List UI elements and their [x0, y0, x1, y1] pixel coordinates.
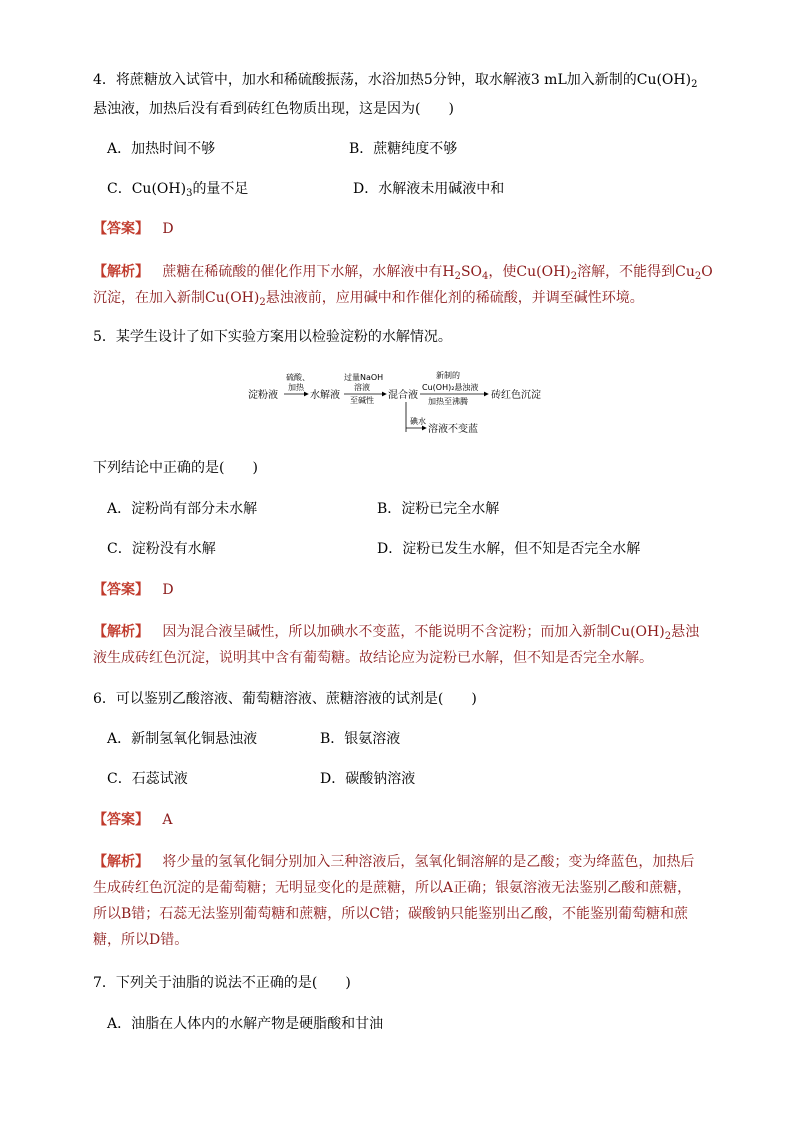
flow-step1-top: 硫酸、 [286, 373, 310, 382]
q5-option-a: A．淀粉尚有部分未水解 [107, 501, 258, 517]
q4-analysis-line1: 【解析】 蔗糖在稀硫酸的催化作用下水解，水解液中有$H_2SO_4$，使$Cu(OH)_2$溶解，不能得到$Cu_2O$ [93, 264, 713, 282]
flow-start: 淀粉液 [248, 390, 278, 401]
flow-mixture: 混合液 [388, 390, 418, 401]
q6-option-c: C．石蕊试液 [107, 771, 188, 787]
q4-stem-line2: 悬浊液，加热后没有看到砖红色物质出现，这是因为( ) [93, 101, 454, 117]
q5-question: 下列结论中正确的是( ) [93, 460, 258, 476]
q6-analysis-line3: 所以B错；石蕊无法鉴别葡萄糖和蔗糖，所以C错；碳酸钠只能鉴别出乙酸，不能鉴别葡萄糖和蔗 [93, 906, 688, 922]
q6-stem: 6．可以鉴别乙酸溶液、葡萄糖溶液、蔗糖溶液的试剂是( ) [93, 691, 477, 707]
q4-option-c: C．$Cu(OH)_3$的量不足 [107, 181, 249, 199]
flow-result-2: 溶液不变蓝 [428, 424, 478, 435]
q5-option-d: D．淀粉已发生水解，但不知是否完全水解 [377, 541, 641, 557]
q6-option-d: D．碳酸钠溶液 [320, 771, 416, 787]
flow-step2-mid: 溶液 [354, 383, 370, 392]
answer-value: D [162, 582, 174, 598]
q4-stem-line1: 4．将蔗糖放入试管中，加水和稀硫酸振荡，水浴加热5分钟，取水解液3 mL加入新制的$Cu(OH)_2$ [93, 72, 698, 90]
q4-analysis-line2: 沉淀，在加入新制$Cu(OH)_2$悬浊液前，应用碱中和作催化剂的稀硫酸，并调至碱性环境。 [93, 290, 644, 308]
flow-step1-bottom: 加热 [288, 383, 304, 392]
analysis-label: 【解析】 [93, 854, 149, 870]
flow-step3-bottom: 加热至沸腾 [428, 397, 468, 406]
q6-analysis-line4: 糖，所以D错。 [93, 932, 189, 948]
flow-step2-bottom: 至碱性 [350, 396, 374, 405]
q4-option-a: A．加热时间不够 [107, 141, 216, 157]
q5-flow-diagram [240, 370, 550, 440]
q6-analysis-line1: 【解析】 将少量的氢氧化铜分别加入三种溶液后，氢氧化铜溶解的是乙酸；变为绛蓝色，加热后 [93, 854, 695, 870]
q7-option-a: A．油脂在人体内的水解产物是硬脂酸和甘油 [107, 1016, 384, 1032]
q6-analysis-line2: 生成砖红色沉淀的是葡萄糖；无明显变化的是蔗糖，所以A正确；银氨溶液无法鉴别乙酸和蔗糖， [93, 880, 692, 896]
q6-option-b: B．银氨溶液 [320, 731, 401, 747]
analysis-label: 【解析】 [93, 264, 149, 280]
q5-analysis-line1: 【解析】 因为混合液呈碱性，所以加碘水不变蓝，不能说明不含淀粉；而加入新制$Cu(OH)_2$悬浊 [93, 624, 700, 642]
answer-label: 【答案】 [93, 812, 149, 828]
q4-answer [93, 219, 174, 239]
flow-result-1: 砖红色沉淀 [491, 390, 541, 401]
answer-label: 【答案】 [93, 221, 149, 237]
q7-stem: 7．下列关于油脂的说法不正确的是( ) [93, 975, 351, 991]
q5-option-b: B．淀粉已完全水解 [377, 501, 500, 517]
flow-step3-top: 新制的 [436, 371, 460, 380]
flow-hydrolysate: 水解液 [310, 390, 340, 401]
q5-option-c: C．淀粉没有水解 [107, 541, 216, 557]
analysis-label: 【解析】 [93, 624, 149, 640]
answer-label: 【答案】 [93, 582, 149, 598]
q6-option-a: A．新制氢氧化铜悬浊液 [107, 731, 258, 747]
answer-value: D [162, 221, 174, 237]
q5-answer [93, 580, 174, 600]
q5-analysis-line2: 液生成砖红色沉淀，说明其中含有葡萄糖。故结论应为淀粉已水解，但不知是否完全水解。 [93, 650, 653, 666]
q6-answer [93, 810, 172, 830]
q5-stem: 5．某学生设计了如下实验方案用以检验淀粉的水解情况。 [93, 329, 452, 345]
q4-option-d: D．水解液未用碱液中和 [353, 181, 505, 197]
flow-step2-top: 过量NaOH [344, 373, 384, 382]
flow-step3-mid: Cu(OH)₂悬浊液 [422, 383, 479, 392]
answer-value: A [162, 812, 173, 828]
flow-branch-label: 碘水 [410, 417, 426, 426]
q4-option-b: B．蔗糖纯度不够 [349, 141, 458, 157]
